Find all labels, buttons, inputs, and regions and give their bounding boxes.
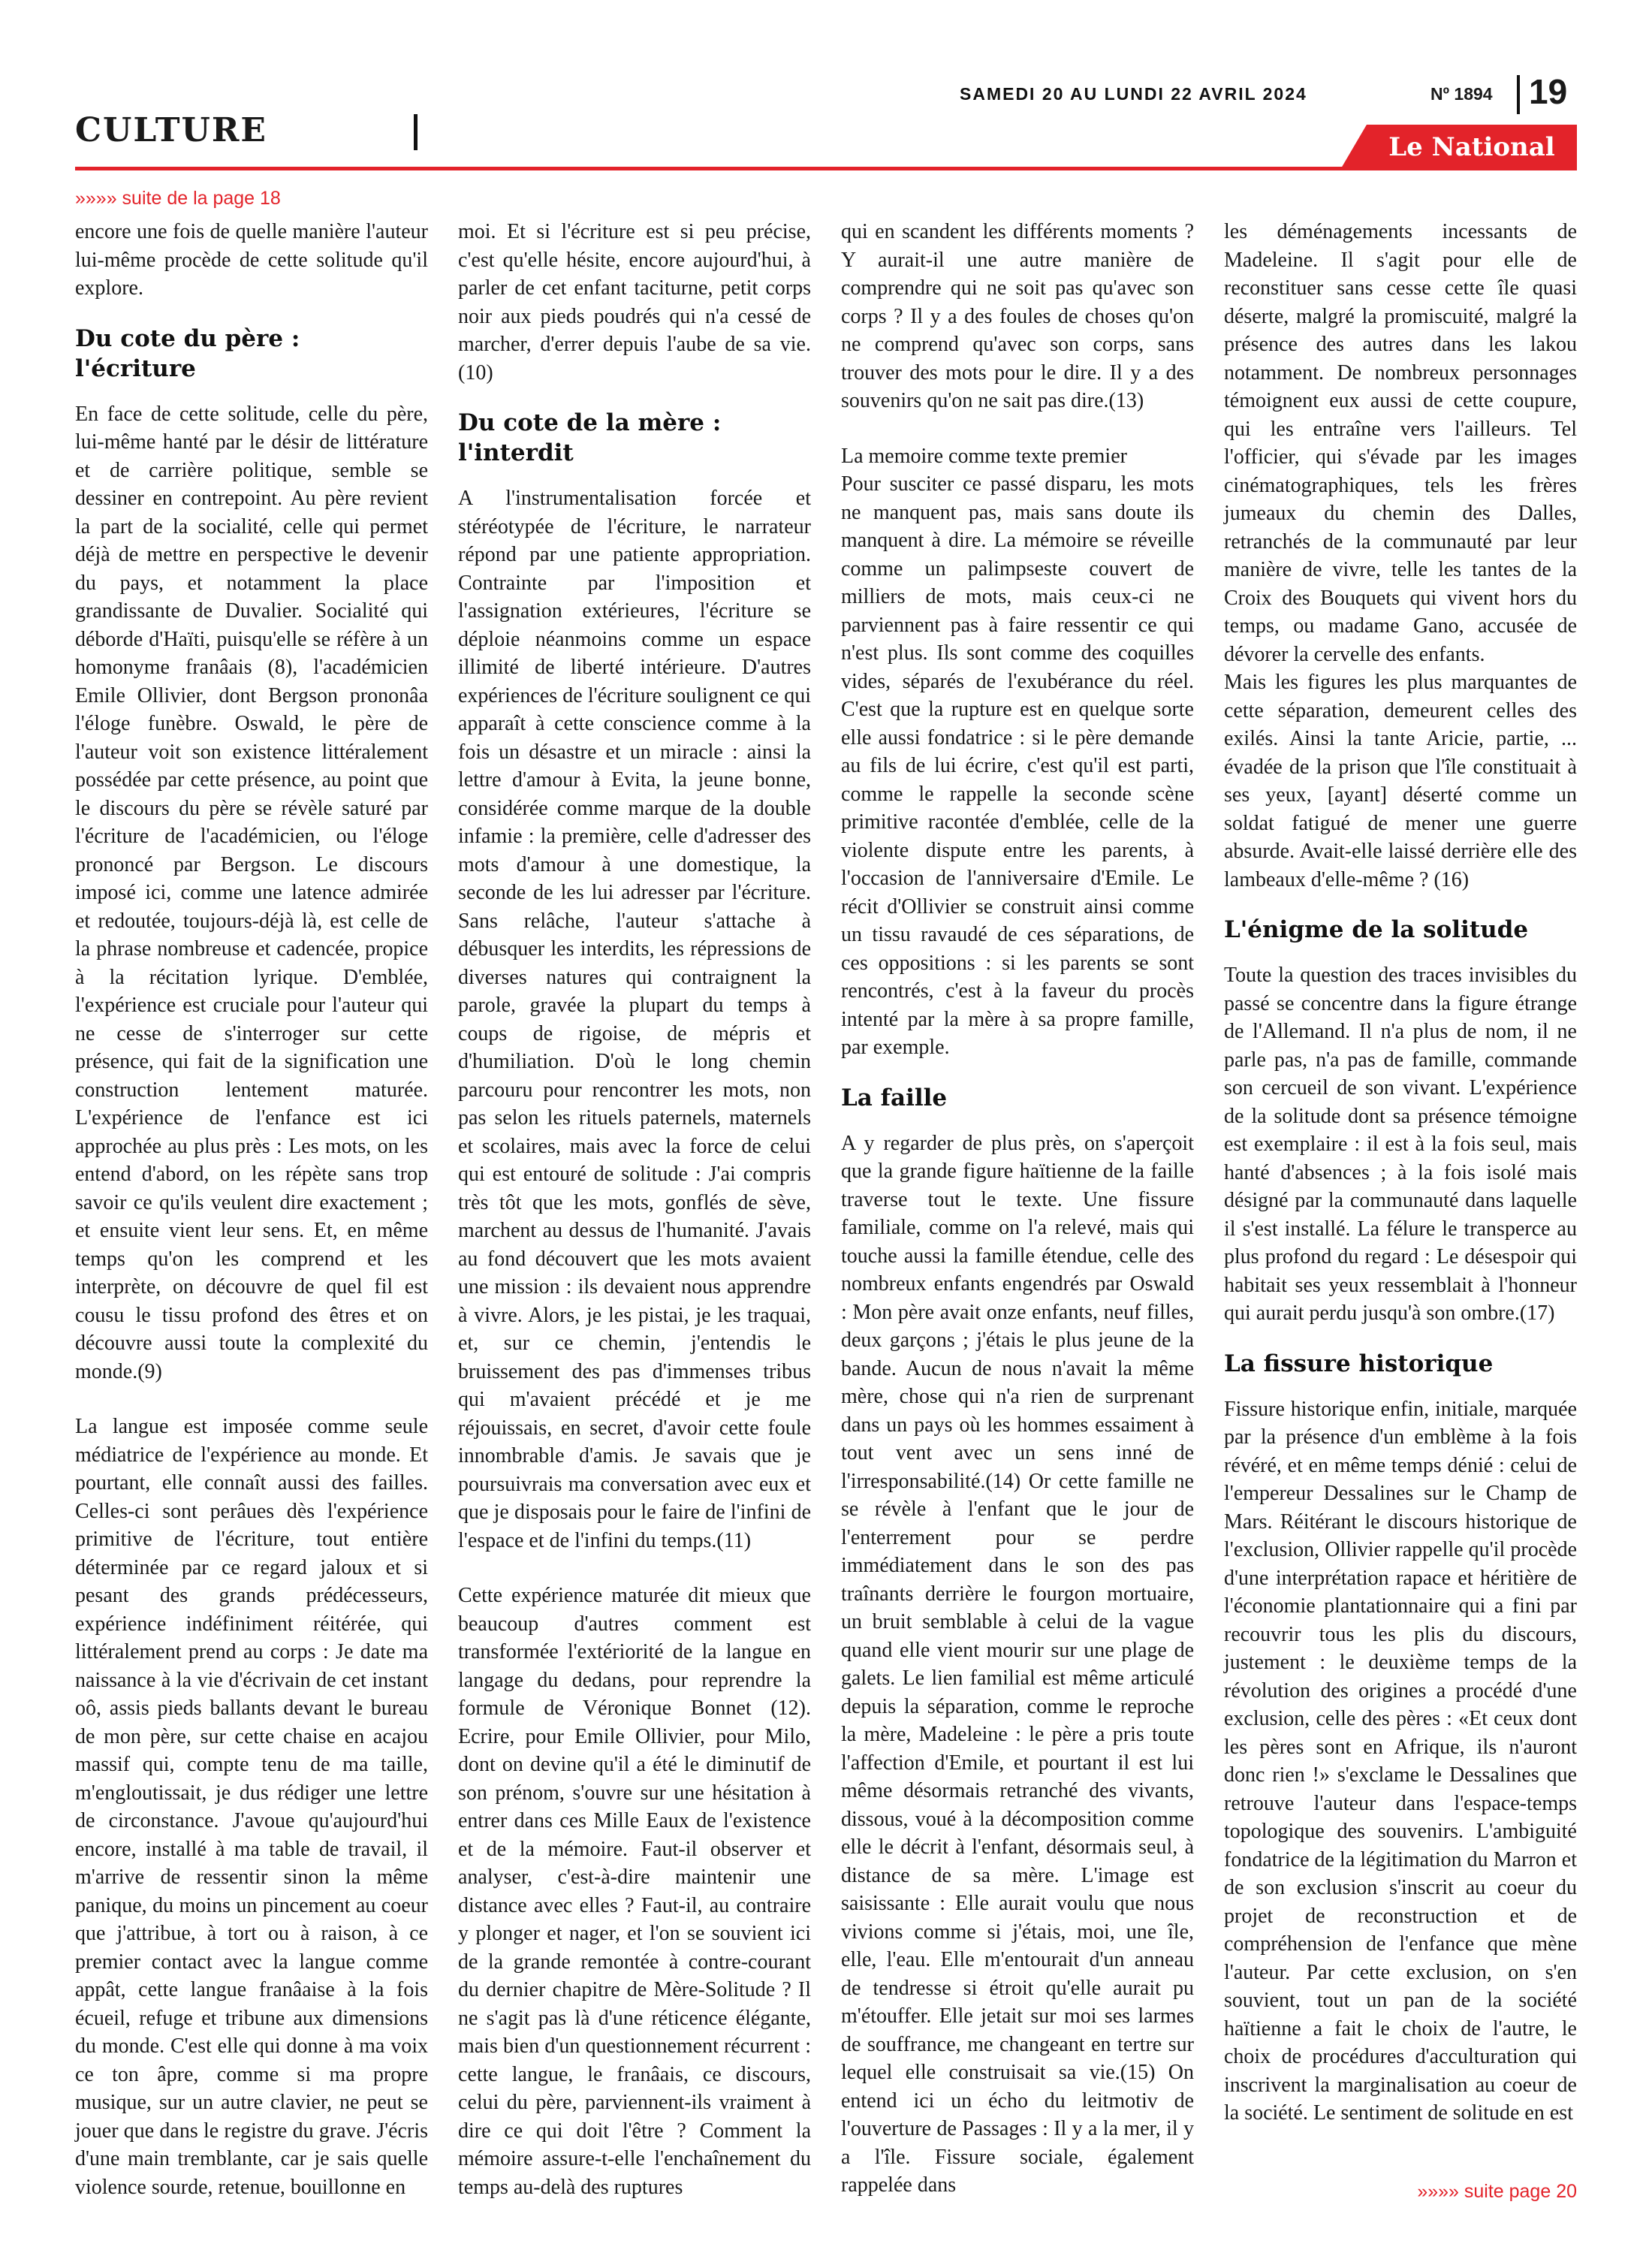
article-column-3 [841,218,1194,2197]
paragraph: Cette expérience maturée dit mieux que beaucoup d'autres comment est transformée l'extériorité de la langue en langage du dedans, pour reprendre la formule de Véronique Bonnet (12). Ecrire, pour Emile Ollivier, pour Milo, dont on devine qu'il a été le diminutif de son prénom, s'ouvre sur une hésitation à entrer dans ces Mille Eaux de l'existence et de la mémoire. Faut-il observer et analyser, c'est-à-dire maintenir une distance avec elles ? Faut-il, au contraire y plonger et nager, et l'on se souvient ici de la grande remontée à contre-courant du dernier chapitre de Mère-Solitude ? Il ne s'agit pas là d'une réticence élégante, mais bien d'un questionnement récurrent : cette langue, le franâais, ce discours, celui du père, parviennent-ils vraiment à dire ce qui doit l'être ? Comment la mémoire assure-t-elle l'enchaînement du temps au-delà des ruptures [458,1584,811,2199]
issue-number: Nº 1894 [1430,84,1493,104]
subheading: Du cote du père : l'écriture [75,324,300,382]
continued-to-link[interactable]: »»»» suite page 20 [1417,2181,1577,2202]
paragraph: La memoire comme texte premier [841,444,1127,468]
newspaper-name: Le National [1388,132,1555,162]
article-column-4 [1224,218,1577,2174]
article-column-2 [458,218,811,2199]
paragraph: A y regarder de plus près, on s'aperçoit que la grande figure haïtienne de la faille traverse tout le texte. Une fissure familiale, comme on l'a relevé, mais qui touche aussi la famille étendue, celle des nombreux enfants engendrés par Oswald : Mon père avait onze enfants, neuf filles, deux garçons ; j'étais le plus jeune de la bande. Aucun de nous n'avait la même mère, chose qui n'a rien de surprenant dans un pays où les hommes essaiment à tout vent avec un sens inné de l'irresponsabilité.(14) Or cette famille ne se révèle à l'enfant que le jour de l'enterrement pour se perdre immédiatement dans le son des pas traînants derrière le fourgon mortuaire, un bruit semblable à celui de la vague quand elle vient mourir sur une plage de galets. Le lien familial est même articulé depuis la séparation, comme le reproche la mère, Madeleine : le père a pris toute l'affection d'Emile, et pourtant il est lui même désormais retranché des vivants, dissous, voué à la décomposition comme elle le décrit à l'enfant, désormais seul, à distance de sa mère. L'image est saisissante : Elle aurait voulu que nous vivions comme si j'étais, moi, une île, elle, l'eau. Elle m'entourait d'un anneau de tendresse si étroit qu'elle aurait pu m'étouffer. Elle jetait sur moi ses larmes de souffrance, me changeant en tertre sur lequel elle construisait sa vie.(15) On entend ici un écho du leitmotiv de l'ouverture de Passages : Il y a la mer, il y a l'île. Fissure sociale, également rappelée dans [841,1131,1194,2197]
paragraph: les déménagements incessants de Madeleine. Il s'agit pour elle de reconstituer sans cesse cette île quasi déserte, malgré la promiscuité, malgré la présence des autres dans les lakou notamment. De nombreux personnages témoignent eux aussi de cette coupure, qui les entraîne vers l'ailleurs. Tel l'officier, qui s'évade par les images cinématographiques, tels les frères jumeaux du chemin des Dalles, retranchés de la communauté par leur manière de vivre, telle les tantes de la Croix des Bouquets qui vivent hors du temps, ou madame Gano, accusée de dévorer la cervelle des enfants. [1224,220,1577,666]
article-column-1 [75,218,428,2199]
subheading: La fissure historique [1224,1350,1494,1377]
subheading: L'énigme de la solitude [1224,916,1529,943]
paragraph: En face de cette solitude, celle du père, lui-même hanté par le désir de littérature et de carrière politique, semble se dessiner en contrepoint. Au père revient la part de la socialité, celle qui permet déjà de mettre en perspective le devenir du pays, et notamment la place grandissante de Duvalier. Socialité qui déborde d'Haïti, puisqu'elle se réfère à un homonyme franâais (8), l'académicien Emile Ollivier, dont Bergson prononâa l'éloge funèbre. Oswald, le père de l'auteur voit son existence littéralement possédée par cette présence, au point que le discours du père se révèle saturé par l'écriture de l'académicien, ou l'éloge prononcé par Bergson. Le discours imposé ici, comme une latence admirée et redoutée, toujours-déjà là, est celle de la phrase nombreuse et cadencée, propice à la récitation lyrique. D'emblée, l'expérience est cruciale pour l'auteur qui ne cesse de s'interroger sur cette présence, qui fait de la signification une construction lentement maturée. L'expérience de l'enfance est ici approchée au plus près : Les mots, on les entend d'abord, on les répète sans trop savoir ce qu'ils veulent dire exactement ; et ensuite vient leur sens. Et, en même temps qu'on les comprend et les interprète, on découvre de quel fil est cousu le tissu profond des êtres et on découvre aussi toute la complexité du monde.(9) [75,402,428,1383]
continued-from-link[interactable]: »»»» suite de la page 18 [75,188,281,209]
subheading: La faille [841,1084,948,1111]
subheading: Du cote de la mère : l'interdit [458,409,722,466]
page-number: 19 [1529,72,1568,111]
paragraph: Fissure historique enfin, initiale, marquée par la présence d'un emblème à la fois révéré, et en même temps dénié : celui de l'empereur Dessalines sur le Champ de Mars. Réitérant le discours historique de l'exclusion, Ollivier rappelle qu'il procède d'une interprétation rapace et héritière de l'économie plantationnaire qui a fini par recouvrir tous les plis du discours, justement : le deuxième temps de la révolution des origines a procédé d'une exclusion, celle des pères : «Et ceux dont les pères sont en Afrique, ils n'auront donc rien !» s'exclame le Dessalines que retrouve l'auteur dans l'espace-temps topologique des souvenirs. L'ambiguité fondatrice de la légitimation du Marron et de son exclusion s'inscrit au coeur du projet de reconstruction et de compréhension de l'enfance que mène l'auteur. Par cette exclusion, on s'en souvient, tout un pan de la société haïtienne a fait le choix de l'autre, le choix de procédures d'acculturation qui inscrivent la marginalisation au coeur de la société. Le sentiment de solitude en est [1224,1397,1577,2125]
issue-date: SAMEDI 20 AU LUNDI 22 AVRIL 2024 [960,84,1307,104]
paragraph: Mais les figures les plus marquantes de cette séparation, demeurent celles des exilés. Ainsi la tante Aricie, partie, ... évadée de la prison que l'île constituait à ses yeux, [ayant] déserté comme un soldat fatigué de mener une guerre absurde. Avait-elle laissé derrière elle des lambeaux d'elle-même ? (16) [1224,671,1577,891]
paragraph: qui en scandent les différents moments ? Y aurait-il une autre manière de comprendre qui ne soit pas qu'avec son corps ? Il y a des foules de choses qu'on ne comprend qu'avec son corps, sans trouver des mots pour le dire. Il y a des souvenirs qu'on ne sait pas dire.(13) [841,220,1194,412]
paragraph: moi. Et si l'écriture est si peu précise, c'est qu'elle hésite, encore aujourd'hui, à parler de cet enfant taciturne, petit corps noir aux pieds poudrés qui n'a cessé de marcher, d'errer depuis l'aube de sa vie.(10) [458,220,811,385]
header-divider [1517,75,1520,114]
paragraph: encore une fois de quelle manière l'auteur lui-même procède de cette solitude qu'il explore. [75,220,428,300]
paragraph: La langue est imposée comme seule médiatrice de l'expérience au monde. Et pourtant, elle connaît aussi des failles. Celles-ci sont perâues dès l'expérience primitive de l'écriture, tout entière déterminée par ce regard jaloux et si pesant des grands prédécesseurs, expérience indéfiniment réitérée, qui littéralement prend au corps : Je date ma naissance à la vie d'écrivain de cet instant oô, assis pieds ballants devant le bureau de mon père, sur cette chaise en acajou massif qui, compte tenu de ma taille, m'engloutissait, je dus rédiger une lettre de circonstance. J'avoue qu'aujourd'hui encore, installé à ma table de travail, il m'arrive de ressentir sinon la même panique, du moins un pincement au coeur que j'attribue, à tort ou à raison, à ce premier contact avec la langue comme appât, cette langue franâaise à la fois écueil, refuge et tribune aux dimensions du monde. C'est elle qui donne à ma voix ce ton âpre, comme si ma propre musique, sur un autre clavier, ne peut se jouer que dans le registre du grave. J'écris d'une main tremblante, car je sais quelle violence sourde, retenue, bouillonne en [75,1415,428,2199]
section-title: CULTURE [75,111,267,149]
section-divider [414,114,418,150]
paragraph: Pour susciter ce passé disparu, les mots ne manquent pas, mais sans doute ils manquent à dire. La mémoire se réveille comme un palimpseste couvert de milliers de mots, mais ceux-ci ne parviennent pas à faire ressentir ce qui n'est plus. Ils sont comme des coquilles vides, séparés de l'exubérance du réel. C'est que la rupture est en quelque sorte elle aussi fondatrice : si le père demande au fils de lui écrire, c'est qu'il est parti, comme le rappelle la seconde scène primitive racontée d'emblée, celle de la violente dispute entre les parents, à l'occasion de l'anniversaire d'Emile. Le récit d'Ollivier se construit ainsi comme un tissu ravaudé de ces séparations, de ces oppositions : si les parents se sont rencontrés, c'est à la faveur du procès intenté par la mère à sa propre famille, par exemple. [841,472,1194,1059]
paragraph: Toute la question des traces invisibles du passé se concentre dans la figure étrange de l'Allemand. Il n'a plus de nom, il ne parle pas, n'a pas de famille, commande son cercueil de son vivant. L'expérience de la solitude dont sa présence témoigne est exemplaire : il est à la fois seul, mais hanté d'absences ; à la fois isolé mais désigné par la communauté dans laquelle il s'est installé. La félure le transperce au plus profond du regard : Le désespoir qui habitait ses yeux ressemblait à l'honneur qui aurait perdu jusqu'à son ombre.(17) [1224,964,1577,1325]
paragraph: A l'instrumentalisation forcée et stéréotypée de l'écriture, le narrateur répond par une patiente appropriation. Contrainte par l'imposition et l'assignation extérieures, l'écriture se déploie néanmoins comme un espace illimité de liberté intérieure. D'autres expériences de l'écriture soulignent ce qui apparaît à cette conscience comme à la fois un désastre et un miracle : ainsi la lettre d'amour à Evita, la jeune bonne, considérée comme marque de la double infamie : la première, celle d'adresser des mots d'amour à une domestique, la seconde de les lui adresser par l'écriture. Sans relâche, l'auteur s'attache à débusquer les interdits, les répressions de diverses natures qui contraignent la parole, gravée la plupart du temps à coups de rigoise, de mépris et d'humiliation. D'où le long chemin parcouru pour rencontrer les mots, non pas selon les rituels paternels, maternels et scolaires, mais avec la force de celui qui est entouré de solitude : J'ai compris très tôt que les mots, gonflés de sève, marchent au dessus de l'humanité. J'avais au fond découvert que les mots avaient une mission : ils devaient nous apprendre à vivre. Alors, je les pistai, je les traquai, et, sur ce chemin, j'entendis le bruissement des pas d'immenses tribus qui m'avaient précédé et je me réjouissais, en secret, d'avoir cette foule innombrable d'amis. Je savais que je poursuivrais ma conversation avec eux et que je disposais pour le faire de l'infini de l'espace et de l'infini du temps.(11) [458,487,811,1552]
